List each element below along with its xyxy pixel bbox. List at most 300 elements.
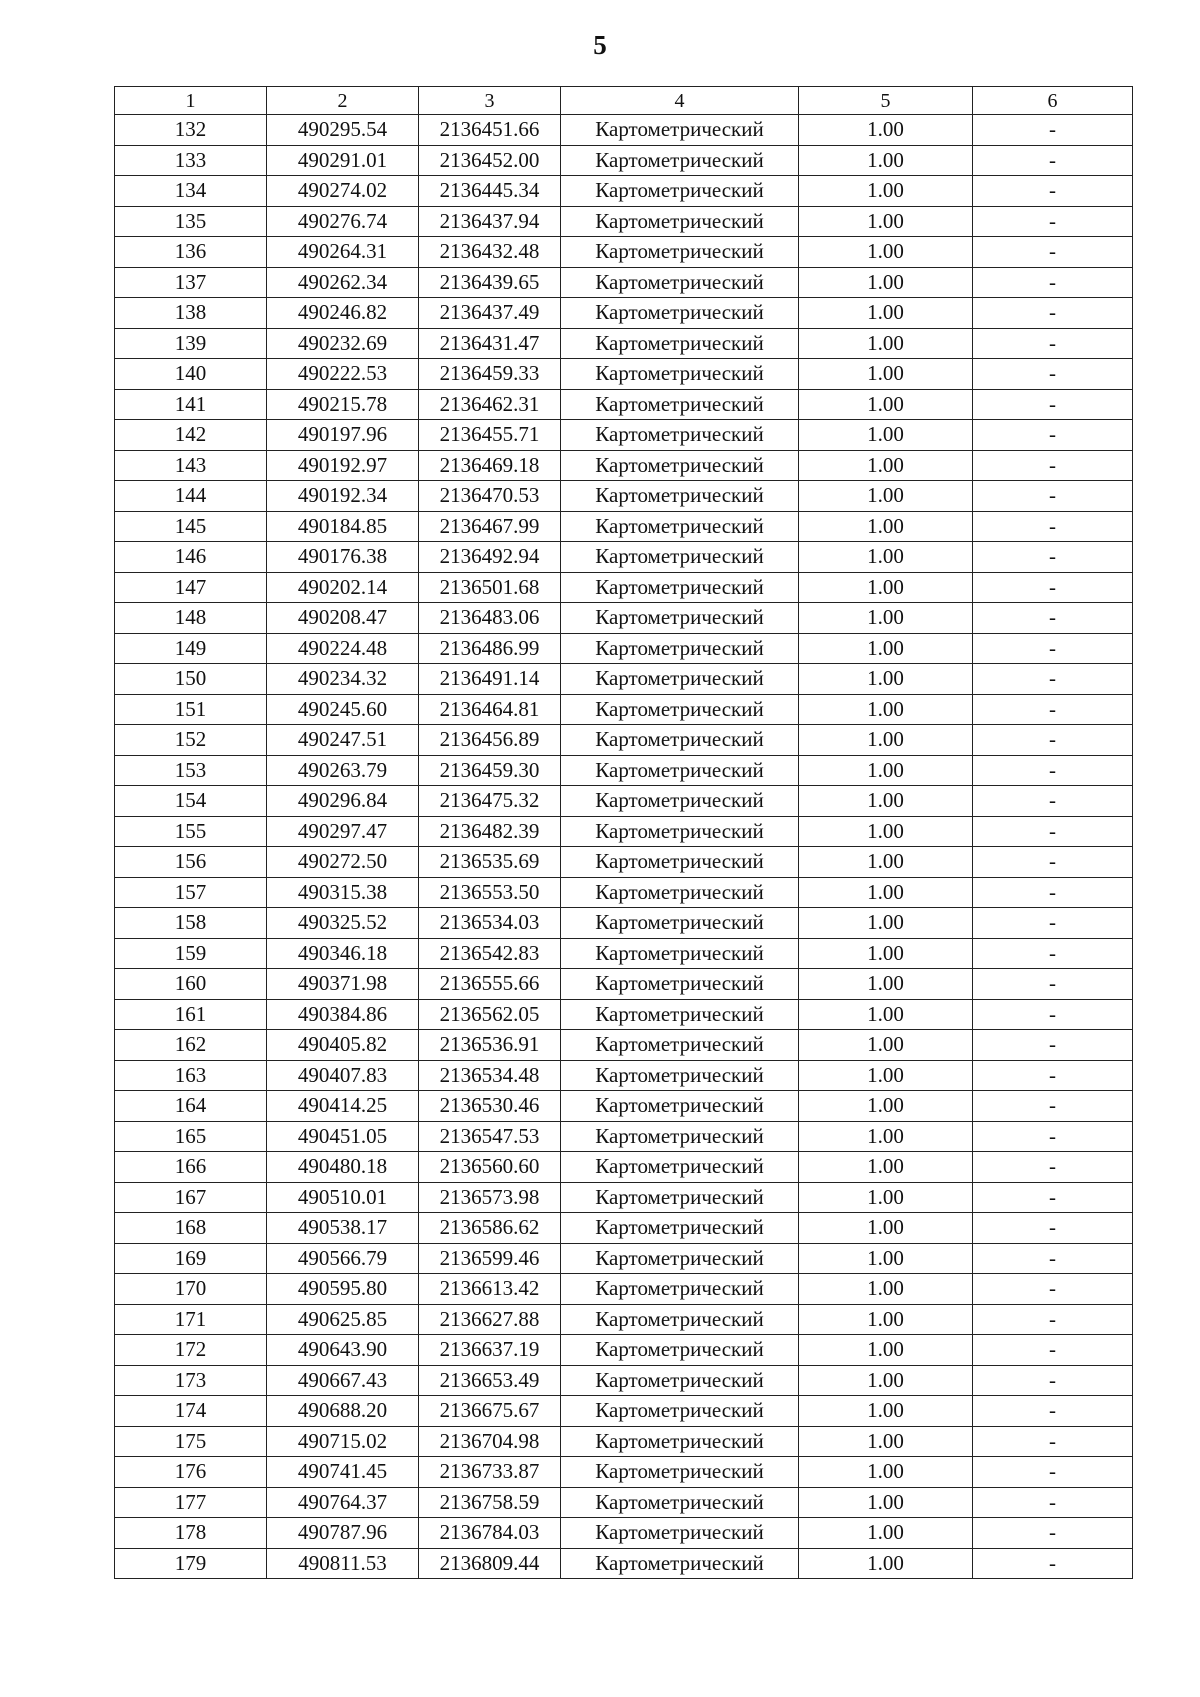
method-cell: Картометрический xyxy=(561,1243,799,1274)
x-coordinate-cell: 490315.38 xyxy=(267,877,419,908)
point-number-cell: 168 xyxy=(115,1213,267,1244)
x-coordinate-cell: 490451.05 xyxy=(267,1121,419,1152)
point-number-cell: 161 xyxy=(115,999,267,1030)
point-number-cell: 135 xyxy=(115,206,267,237)
table-row xyxy=(115,664,1133,695)
description-cell: - xyxy=(973,1396,1133,1427)
precision-cell: 1.00 xyxy=(799,1335,973,1366)
method-cell: Картометрический xyxy=(561,389,799,420)
method-cell: Картометрический xyxy=(561,969,799,1000)
method-cell: Картометрический xyxy=(561,603,799,634)
point-number-cell: 171 xyxy=(115,1304,267,1335)
method-cell: Картометрический xyxy=(561,1548,799,1579)
y-coordinate-cell: 2136530.46 xyxy=(419,1091,561,1122)
method-cell: Картометрический xyxy=(561,267,799,298)
table-row xyxy=(115,328,1133,359)
point-number-cell: 146 xyxy=(115,542,267,573)
description-cell: - xyxy=(973,1091,1133,1122)
point-number-cell: 176 xyxy=(115,1457,267,1488)
description-cell: - xyxy=(973,1060,1133,1091)
method-cell: Картометрический xyxy=(561,1030,799,1061)
point-number-cell: 157 xyxy=(115,877,267,908)
point-number-cell: 149 xyxy=(115,633,267,664)
description-cell: - xyxy=(973,450,1133,481)
x-coordinate-cell: 490384.86 xyxy=(267,999,419,1030)
description-cell: - xyxy=(973,999,1133,1030)
point-number-cell: 142 xyxy=(115,420,267,451)
y-coordinate-cell: 2136627.88 xyxy=(419,1304,561,1335)
table-row xyxy=(115,1121,1133,1152)
point-number-cell: 154 xyxy=(115,786,267,817)
precision-cell: 1.00 xyxy=(799,633,973,664)
description-cell: - xyxy=(973,847,1133,878)
table-row xyxy=(115,1548,1133,1579)
point-number-cell: 147 xyxy=(115,572,267,603)
description-cell: - xyxy=(973,908,1133,939)
y-coordinate-cell: 2136547.53 xyxy=(419,1121,561,1152)
column-header-1: 1 xyxy=(115,87,267,115)
table-row xyxy=(115,603,1133,634)
description-cell: - xyxy=(973,542,1133,573)
x-coordinate-cell: 490643.90 xyxy=(267,1335,419,1366)
y-coordinate-cell: 2136555.66 xyxy=(419,969,561,1000)
description-cell: - xyxy=(973,694,1133,725)
x-coordinate-cell: 490407.83 xyxy=(267,1060,419,1091)
y-coordinate-cell: 2136451.66 xyxy=(419,115,561,146)
precision-cell: 1.00 xyxy=(799,969,973,1000)
method-cell: Картометрический xyxy=(561,786,799,817)
table-body xyxy=(115,115,1133,1579)
x-coordinate-cell: 490325.52 xyxy=(267,908,419,939)
method-cell: Картометрический xyxy=(561,1121,799,1152)
table-row xyxy=(115,694,1133,725)
x-coordinate-cell: 490224.48 xyxy=(267,633,419,664)
description-cell: - xyxy=(973,877,1133,908)
precision-cell: 1.00 xyxy=(799,1487,973,1518)
method-cell: Картометрический xyxy=(561,1487,799,1518)
description-cell: - xyxy=(973,633,1133,664)
point-number-cell: 136 xyxy=(115,237,267,268)
x-coordinate-cell: 490295.54 xyxy=(267,115,419,146)
table-row xyxy=(115,1060,1133,1091)
x-coordinate-cell: 490291.01 xyxy=(267,145,419,176)
x-coordinate-cell: 490787.96 xyxy=(267,1518,419,1549)
point-number-cell: 160 xyxy=(115,969,267,1000)
method-cell: Картометрический xyxy=(561,572,799,603)
precision-cell: 1.00 xyxy=(799,176,973,207)
point-number-cell: 163 xyxy=(115,1060,267,1091)
x-coordinate-cell: 490274.02 xyxy=(267,176,419,207)
table-row xyxy=(115,908,1133,939)
description-cell: - xyxy=(973,1243,1133,1274)
description-cell: - xyxy=(973,1487,1133,1518)
description-cell: - xyxy=(973,298,1133,329)
y-coordinate-cell: 2136464.81 xyxy=(419,694,561,725)
table-row xyxy=(115,1518,1133,1549)
table-row xyxy=(115,847,1133,878)
x-coordinate-cell: 490764.37 xyxy=(267,1487,419,1518)
description-cell: - xyxy=(973,176,1133,207)
method-cell: Картометрический xyxy=(561,176,799,207)
point-number-cell: 151 xyxy=(115,694,267,725)
x-coordinate-cell: 490263.79 xyxy=(267,755,419,786)
method-cell: Картометрический xyxy=(561,1060,799,1091)
description-cell: - xyxy=(973,511,1133,542)
description-cell: - xyxy=(973,1152,1133,1183)
method-cell: Картометрический xyxy=(561,1213,799,1244)
y-coordinate-cell: 2136486.99 xyxy=(419,633,561,664)
description-cell: - xyxy=(973,572,1133,603)
description-cell: - xyxy=(973,969,1133,1000)
point-number-cell: 178 xyxy=(115,1518,267,1549)
point-number-cell: 158 xyxy=(115,908,267,939)
point-number-cell: 140 xyxy=(115,359,267,390)
method-cell: Картометрический xyxy=(561,328,799,359)
description-cell: - xyxy=(973,1548,1133,1579)
y-coordinate-cell: 2136562.05 xyxy=(419,999,561,1030)
table-row xyxy=(115,420,1133,451)
table-row xyxy=(115,1487,1133,1518)
description-cell: - xyxy=(973,237,1133,268)
y-coordinate-cell: 2136482.39 xyxy=(419,816,561,847)
description-cell: - xyxy=(973,786,1133,817)
y-coordinate-cell: 2136599.46 xyxy=(419,1243,561,1274)
y-coordinate-cell: 2136586.62 xyxy=(419,1213,561,1244)
table-row xyxy=(115,1396,1133,1427)
table-row xyxy=(115,1335,1133,1366)
method-cell: Картометрический xyxy=(561,1365,799,1396)
precision-cell: 1.00 xyxy=(799,542,973,573)
point-number-cell: 165 xyxy=(115,1121,267,1152)
precision-cell: 1.00 xyxy=(799,847,973,878)
precision-cell: 1.00 xyxy=(799,694,973,725)
description-cell: - xyxy=(973,1121,1133,1152)
method-cell: Картометрический xyxy=(561,694,799,725)
description-cell: - xyxy=(973,1518,1133,1549)
table-row xyxy=(115,938,1133,969)
method-cell: Картометрический xyxy=(561,1152,799,1183)
precision-cell: 1.00 xyxy=(799,816,973,847)
precision-cell: 1.00 xyxy=(799,1030,973,1061)
column-header-2: 2 xyxy=(267,87,419,115)
table-row xyxy=(115,1213,1133,1244)
x-coordinate-cell: 490208.47 xyxy=(267,603,419,634)
method-cell: Картометрический xyxy=(561,664,799,695)
description-cell: - xyxy=(973,1274,1133,1305)
table-header xyxy=(115,87,1133,115)
method-cell: Картометрический xyxy=(561,511,799,542)
table-row xyxy=(115,298,1133,329)
point-number-cell: 148 xyxy=(115,603,267,634)
x-coordinate-cell: 490566.79 xyxy=(267,1243,419,1274)
y-coordinate-cell: 2136534.03 xyxy=(419,908,561,939)
table-row xyxy=(115,633,1133,664)
table-row xyxy=(115,1182,1133,1213)
point-number-cell: 169 xyxy=(115,1243,267,1274)
method-cell: Картометрический xyxy=(561,877,799,908)
coordinates-table xyxy=(114,86,1133,1579)
description-cell: - xyxy=(973,145,1133,176)
description-cell: - xyxy=(973,1335,1133,1366)
table-row xyxy=(115,1274,1133,1305)
point-number-cell: 145 xyxy=(115,511,267,542)
y-coordinate-cell: 2136573.98 xyxy=(419,1182,561,1213)
y-coordinate-cell: 2136542.83 xyxy=(419,938,561,969)
point-number-cell: 159 xyxy=(115,938,267,969)
table-row xyxy=(115,542,1133,573)
y-coordinate-cell: 2136491.14 xyxy=(419,664,561,695)
description-cell: - xyxy=(973,115,1133,146)
point-number-cell: 141 xyxy=(115,389,267,420)
precision-cell: 1.00 xyxy=(799,786,973,817)
column-header-4: 4 xyxy=(561,87,799,115)
x-coordinate-cell: 490222.53 xyxy=(267,359,419,390)
table-row xyxy=(115,1152,1133,1183)
x-coordinate-cell: 490184.85 xyxy=(267,511,419,542)
point-number-cell: 133 xyxy=(115,145,267,176)
table-row xyxy=(115,1091,1133,1122)
precision-cell: 1.00 xyxy=(799,1304,973,1335)
y-coordinate-cell: 2136501.68 xyxy=(419,572,561,603)
table-row xyxy=(115,1030,1133,1061)
point-number-cell: 150 xyxy=(115,664,267,695)
page-number: 5 xyxy=(593,30,607,60)
y-coordinate-cell: 2136535.69 xyxy=(419,847,561,878)
table-row xyxy=(115,511,1133,542)
table-row xyxy=(115,176,1133,207)
y-coordinate-cell: 2136637.19 xyxy=(419,1335,561,1366)
precision-cell: 1.00 xyxy=(799,1182,973,1213)
method-cell: Картометрический xyxy=(561,1457,799,1488)
precision-cell: 1.00 xyxy=(799,481,973,512)
description-cell: - xyxy=(973,664,1133,695)
point-number-cell: 156 xyxy=(115,847,267,878)
method-cell: Картометрический xyxy=(561,542,799,573)
point-number-cell: 167 xyxy=(115,1182,267,1213)
point-number-cell: 174 xyxy=(115,1396,267,1427)
method-cell: Картометрический xyxy=(561,115,799,146)
table-row xyxy=(115,145,1133,176)
description-cell: - xyxy=(973,1030,1133,1061)
x-coordinate-cell: 490264.31 xyxy=(267,237,419,268)
x-coordinate-cell: 490811.53 xyxy=(267,1548,419,1579)
precision-cell: 1.00 xyxy=(799,938,973,969)
column-header-3: 3 xyxy=(419,87,561,115)
precision-cell: 1.00 xyxy=(799,359,973,390)
x-coordinate-cell: 490245.60 xyxy=(267,694,419,725)
point-number-cell: 162 xyxy=(115,1030,267,1061)
y-coordinate-cell: 2136467.99 xyxy=(419,511,561,542)
y-coordinate-cell: 2136492.94 xyxy=(419,542,561,573)
description-cell: - xyxy=(973,328,1133,359)
point-number-cell: 172 xyxy=(115,1335,267,1366)
description-cell: - xyxy=(973,267,1133,298)
method-cell: Картометрический xyxy=(561,1091,799,1122)
x-coordinate-cell: 490192.34 xyxy=(267,481,419,512)
x-coordinate-cell: 490715.02 xyxy=(267,1426,419,1457)
table-row xyxy=(115,725,1133,756)
precision-cell: 1.00 xyxy=(799,511,973,542)
table-row xyxy=(115,389,1133,420)
y-coordinate-cell: 2136462.31 xyxy=(419,389,561,420)
precision-cell: 1.00 xyxy=(799,877,973,908)
description-cell: - xyxy=(973,420,1133,451)
precision-cell: 1.00 xyxy=(799,1213,973,1244)
y-coordinate-cell: 2136452.00 xyxy=(419,145,561,176)
precision-cell: 1.00 xyxy=(799,1121,973,1152)
x-coordinate-cell: 490197.96 xyxy=(267,420,419,451)
point-number-cell: 143 xyxy=(115,450,267,481)
x-coordinate-cell: 490371.98 xyxy=(267,969,419,1000)
y-coordinate-cell: 2136483.06 xyxy=(419,603,561,634)
precision-cell: 1.00 xyxy=(799,908,973,939)
point-number-cell: 177 xyxy=(115,1487,267,1518)
x-coordinate-cell: 490202.14 xyxy=(267,572,419,603)
point-number-cell: 144 xyxy=(115,481,267,512)
x-coordinate-cell: 490741.45 xyxy=(267,1457,419,1488)
point-number-cell: 139 xyxy=(115,328,267,359)
y-coordinate-cell: 2136613.42 xyxy=(419,1274,561,1305)
x-coordinate-cell: 490215.78 xyxy=(267,389,419,420)
table-row xyxy=(115,267,1133,298)
description-cell: - xyxy=(973,481,1133,512)
point-number-cell: 175 xyxy=(115,1426,267,1457)
precision-cell: 1.00 xyxy=(799,1426,973,1457)
precision-cell: 1.00 xyxy=(799,145,973,176)
description-cell: - xyxy=(973,1365,1133,1396)
method-cell: Картометрический xyxy=(561,1335,799,1366)
method-cell: Картометрический xyxy=(561,1426,799,1457)
y-coordinate-cell: 2136809.44 xyxy=(419,1548,561,1579)
y-coordinate-cell: 2136437.49 xyxy=(419,298,561,329)
y-coordinate-cell: 2136704.98 xyxy=(419,1426,561,1457)
precision-cell: 1.00 xyxy=(799,115,973,146)
description-cell: - xyxy=(973,1182,1133,1213)
point-number-cell: 164 xyxy=(115,1091,267,1122)
y-coordinate-cell: 2136758.59 xyxy=(419,1487,561,1518)
y-coordinate-cell: 2136459.33 xyxy=(419,359,561,390)
header-row xyxy=(115,87,1133,115)
y-coordinate-cell: 2136733.87 xyxy=(419,1457,561,1488)
method-cell: Картометрический xyxy=(561,1274,799,1305)
description-cell: - xyxy=(973,816,1133,847)
precision-cell: 1.00 xyxy=(799,298,973,329)
description-cell: - xyxy=(973,755,1133,786)
table-row xyxy=(115,206,1133,237)
point-number-cell: 179 xyxy=(115,1548,267,1579)
precision-cell: 1.00 xyxy=(799,237,973,268)
method-cell: Картометрический xyxy=(561,481,799,512)
table-row xyxy=(115,572,1133,603)
method-cell: Картометрический xyxy=(561,999,799,1030)
table-row xyxy=(115,999,1133,1030)
precision-cell: 1.00 xyxy=(799,1548,973,1579)
precision-cell: 1.00 xyxy=(799,328,973,359)
y-coordinate-cell: 2136459.30 xyxy=(419,755,561,786)
point-number-cell: 134 xyxy=(115,176,267,207)
precision-cell: 1.00 xyxy=(799,1457,973,1488)
precision-cell: 1.00 xyxy=(799,267,973,298)
x-coordinate-cell: 490232.69 xyxy=(267,328,419,359)
method-cell: Картометрический xyxy=(561,206,799,237)
x-coordinate-cell: 490688.20 xyxy=(267,1396,419,1427)
table-row xyxy=(115,237,1133,268)
description-cell: - xyxy=(973,1213,1133,1244)
precision-cell: 1.00 xyxy=(799,603,973,634)
x-coordinate-cell: 490192.97 xyxy=(267,450,419,481)
precision-cell: 1.00 xyxy=(799,1518,973,1549)
description-cell: - xyxy=(973,1304,1133,1335)
column-header-5: 5 xyxy=(799,87,973,115)
point-number-cell: 173 xyxy=(115,1365,267,1396)
description-cell: - xyxy=(973,1457,1133,1488)
x-coordinate-cell: 490272.50 xyxy=(267,847,419,878)
method-cell: Картометрический xyxy=(561,420,799,451)
description-cell: - xyxy=(973,1426,1133,1457)
description-cell: - xyxy=(973,389,1133,420)
point-number-cell: 152 xyxy=(115,725,267,756)
y-coordinate-cell: 2136653.49 xyxy=(419,1365,561,1396)
precision-cell: 1.00 xyxy=(799,572,973,603)
y-coordinate-cell: 2136536.91 xyxy=(419,1030,561,1061)
y-coordinate-cell: 2136475.32 xyxy=(419,786,561,817)
method-cell: Картометрический xyxy=(561,847,799,878)
x-coordinate-cell: 490667.43 xyxy=(267,1365,419,1396)
method-cell: Картометрический xyxy=(561,237,799,268)
method-cell: Картометрический xyxy=(561,145,799,176)
x-coordinate-cell: 490414.25 xyxy=(267,1091,419,1122)
table-row xyxy=(115,877,1133,908)
table-row xyxy=(115,450,1133,481)
y-coordinate-cell: 2136470.53 xyxy=(419,481,561,512)
precision-cell: 1.00 xyxy=(799,1365,973,1396)
y-coordinate-cell: 2136432.48 xyxy=(419,237,561,268)
precision-cell: 1.00 xyxy=(799,755,973,786)
table-row xyxy=(115,786,1133,817)
x-coordinate-cell: 490246.82 xyxy=(267,298,419,329)
x-coordinate-cell: 490510.01 xyxy=(267,1182,419,1213)
y-coordinate-cell: 2136560.60 xyxy=(419,1152,561,1183)
y-coordinate-cell: 2136553.50 xyxy=(419,877,561,908)
table-row xyxy=(115,1457,1133,1488)
precision-cell: 1.00 xyxy=(799,420,973,451)
table-row xyxy=(115,969,1133,1000)
y-coordinate-cell: 2136469.18 xyxy=(419,450,561,481)
x-coordinate-cell: 490346.18 xyxy=(267,938,419,969)
point-number-cell: 132 xyxy=(115,115,267,146)
x-coordinate-cell: 490538.17 xyxy=(267,1213,419,1244)
x-coordinate-cell: 490296.84 xyxy=(267,786,419,817)
table-row xyxy=(115,1243,1133,1274)
precision-cell: 1.00 xyxy=(799,1091,973,1122)
y-coordinate-cell: 2136534.48 xyxy=(419,1060,561,1091)
table-row xyxy=(115,1365,1133,1396)
precision-cell: 1.00 xyxy=(799,450,973,481)
precision-cell: 1.00 xyxy=(799,725,973,756)
method-cell: Картометрический xyxy=(561,938,799,969)
precision-cell: 1.00 xyxy=(799,1060,973,1091)
method-cell: Картометрический xyxy=(561,298,799,329)
x-coordinate-cell: 490595.80 xyxy=(267,1274,419,1305)
table-row xyxy=(115,1304,1133,1335)
x-coordinate-cell: 490625.85 xyxy=(267,1304,419,1335)
y-coordinate-cell: 2136456.89 xyxy=(419,725,561,756)
precision-cell: 1.00 xyxy=(799,1396,973,1427)
precision-cell: 1.00 xyxy=(799,664,973,695)
precision-cell: 1.00 xyxy=(799,1274,973,1305)
y-coordinate-cell: 2136431.47 xyxy=(419,328,561,359)
method-cell: Картометрический xyxy=(561,633,799,664)
